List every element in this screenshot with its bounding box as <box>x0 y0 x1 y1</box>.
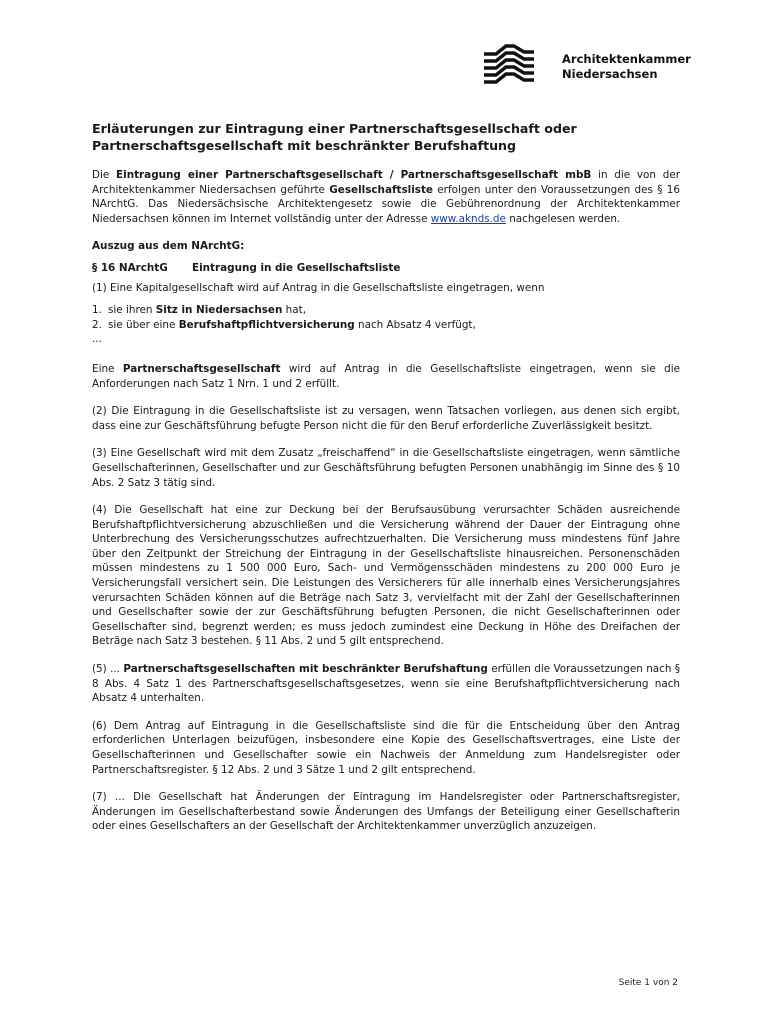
logo-wordmark <box>562 52 691 82</box>
intro-text-1: Die <box>92 169 117 181</box>
section-heading <box>92 261 680 276</box>
title-line-2: Partnerschaftsgesellschaft mit beschränkter Berufshaftung <box>92 138 517 153</box>
paragraph-5 <box>92 662 680 706</box>
logo-line-1: Architektenkammer <box>562 52 691 66</box>
list-bold: Berufshaftpflichtversicherung <box>178 318 355 331</box>
paragraph-4: (4) Die Gesellschaft hat eine zur Deckung bei der Berufsausübung verursachter Schäden ausreichende Berufshaftpflichtversicherung abzuschließen und die Versicherung während der Dauer der Eintragung ohne Unterbrechung des Versicherungsschutzes aufrechtzuerhalten. Die Versicherung muss mindestens fünf Jahre über den Zeitpunkt der Streichung der Eintragung in der Gesellschaftsliste hinausreichen. Personenschäden müssen mindestens zu 1 500 000 Euro, Sach- und Vermögensschäden mindestens zu 200 000 Euro je Versicherungsfall versichert sein. Die Leistungen des Versicherers für alle innerhalb eines Versicherungsjahres verursachten Schäden können auf die Beträge nach Satz 3, vervielfacht mit der Zahl der Gesellschafterinnen und Gesellschafter sowie der zur Geschäftsführung befugten Personen, die nicht Gesellschafterinnen oder Gesellschafter sind, begrenzt werden; es muss jedoch zumindest eine Deckung in Höhe des Dreifachen der Beträge nach Satz 3 bestehen. § 11 Abs. 2 und 5 gilt entsprechend. <box>92 504 680 648</box>
intro-bold-2: Gesellschaftsliste <box>329 183 433 196</box>
intro-bold-1: Eintragung einer Partnerschaftsgesellschaft / Partnerschaftsgesellschaft mbB <box>116 169 592 181</box>
intro-text-3: erfolgen unter den Voraussetzungen des § 16 NArchtG. Das Niedersächsische Architektengesetz sowie die Gebührenordnung der Architektenkammer Niedersachsen können im Internet vollständig unter der Adresse <box>92 183 680 225</box>
intro-text-2: in die von der Architektenkammer Niedersachsen geführte <box>92 169 680 196</box>
paragraph-7: (7) ... Die Gesellschaft hat Änderungen der Eintragung im Handelsregister oder Partnerschaftsregister, Änderungen im Gesellschafterbestand sowie Änderungen des Umfangs der Beteiligung einer Gesellschafterin oder eines Gesellschafters an der Gesellschaft der Architektenkammer unverzüglich anzuzeigen. <box>92 791 680 833</box>
chamber-logo <box>482 42 691 92</box>
para5-text-2: erfüllen die Voraussetzungen nach § 8 Abs. 4 Satz 1 des Partnerschaftsgesellschaftsgesetzes, wenn sie eine Berufshaftpflichtversicherung nach Absatz 4 unterhalten. <box>92 663 681 705</box>
aknds-link[interactable]: www.aknds.de <box>430 212 506 225</box>
list-ellipsis: ... <box>92 333 102 346</box>
excerpt-heading: Auszug aus dem NArchtG: <box>92 240 245 253</box>
section-number: § 16 NArchtG <box>92 261 168 274</box>
para5-text-1: (5) ... <box>92 663 124 676</box>
list-text: nach Absatz 4 verfügt, <box>354 318 476 331</box>
list-number: 1. <box>92 304 102 317</box>
list-number: 2. <box>92 318 102 331</box>
title-line-1: Erläuterungen zur Eintragung einer Partnerschaftsgesellschaft oder <box>92 121 577 136</box>
requirements-list <box>92 303 680 347</box>
list-text: sie ihren <box>108 304 156 317</box>
para5-bold: Partnerschaftsgesellschaften mit beschränkter Berufshaftung <box>123 663 488 676</box>
partner-bold: Partnerschaftsgesellschaft <box>122 362 281 375</box>
partner-text-2: wird auf Antrag in die Gesellschaftsliste eingetragen, wenn sie die Anforderungen nach Satz 1 Nrn. 1 und 2 erfüllt. <box>92 362 680 390</box>
paragraph-6: (6) Dem Antrag auf Eintragung in die Gesellschaftsliste sind die für die Entscheidung über den Antrag erforderlichen Unterlagen beizufügen, insbesondere eine Kopie des Gesellschaftsvertrages, eine Liste der Gesellschafterinnen und Gesellschafter sowie ein Nachweis der Anmeldung zum Handelsregister oder Partnerschaftsregister. § 12 Abs. 2 und 3 Sätze 1 und 2 gilt entsprechend. <box>92 719 680 776</box>
list-bold: Sitz in Niedersachsen <box>155 304 283 317</box>
intro-text-4: nachgelesen werden. <box>505 212 621 225</box>
paragraph-3: (3) Eine Gesellschaft wird mit dem Zusatz „freischaffend“ in die Gesellschaftsliste eingetragen, wenn sämtliche Gesellschafterinnen, Gesellschafter und zur Geschäftsführung befugten Personen unabhängig im Sinne des § 10 Abs. 2 Satz 3 tätig sind. <box>92 447 680 489</box>
paragraph-1: (1) Eine Kapitalgesellschaft wird auf Antrag in die Gesellschaftsliste eingetragen, wenn <box>92 281 545 294</box>
partnership-paragraph <box>92 362 680 391</box>
list-text: hat, <box>282 304 306 317</box>
document-title <box>92 120 680 154</box>
chamber-logo-mark-icon <box>482 42 552 88</box>
intro-paragraph <box>92 168 680 226</box>
section-title: Eintragung in die Gesellschaftsliste <box>192 261 401 274</box>
partner-text-1: Eine <box>92 362 123 375</box>
document-body <box>92 120 680 847</box>
page-number: Seite 1 von 2 <box>618 978 678 988</box>
list-item <box>92 318 680 333</box>
paragraph-2: (2) Die Eintragung in die Gesellschaftsliste ist zu versagen, wenn Tatsachen vorliegen, aus denen sich ergibt, dass eine zur Geschäftsführung befugte Person nicht die für den Beruf erforderliche Zuverlässigkeit besitzt. <box>92 405 680 432</box>
logo-line-2: Niedersachsen <box>562 67 658 81</box>
list-text: sie über eine <box>108 318 179 331</box>
list-item <box>92 303 680 318</box>
